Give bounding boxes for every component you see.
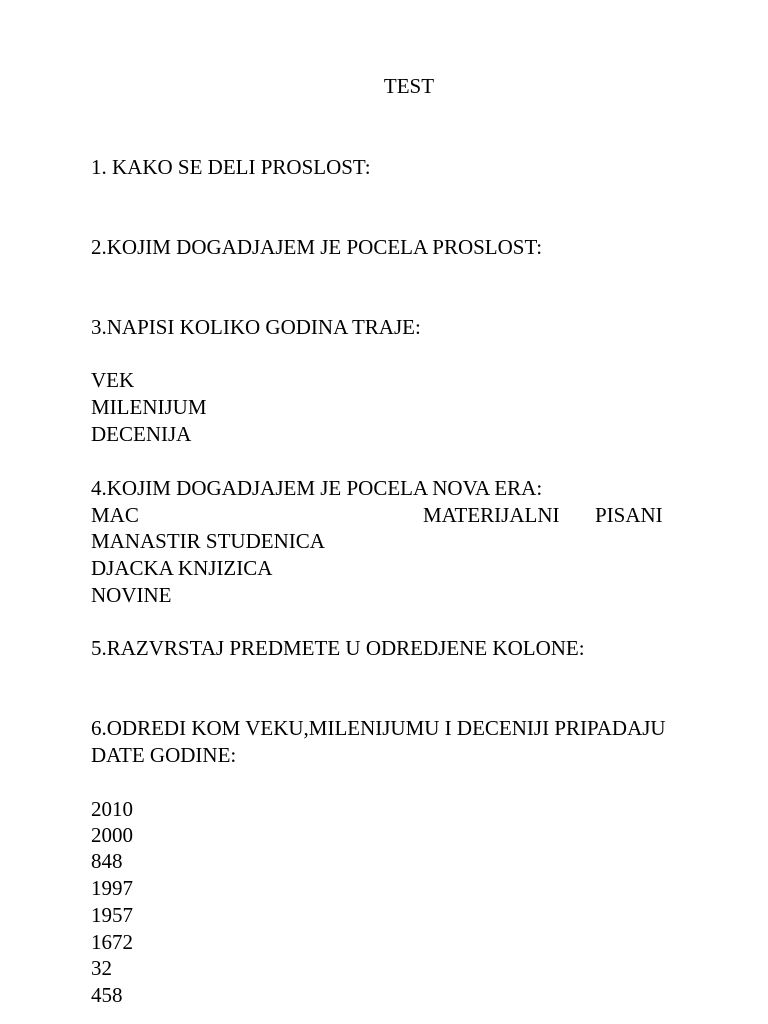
q5-item-djacka-knjizica: DJACKA KNJIZICA [91, 556, 273, 580]
q6-year: 32 [91, 956, 112, 980]
question-4: 4.KOJIM DOGADJAJEM JE POCELA NOVA ERA: [91, 476, 543, 500]
question-1: 1. KAKO SE DELI PROSLOST: [91, 155, 371, 179]
q3-item-milenijum: MILENIJUM [91, 395, 207, 419]
question-6-line-1: 6.ODREDI KOM VEKU,MILENIJUMU I DECENIJI PRIPADAJU [91, 716, 666, 740]
question-3: 3.NAPISI KOLIKO GODINA TRAJE: [91, 315, 421, 339]
q3-item-decenija: DECENIJA [91, 422, 192, 446]
q6-year: 2010 [91, 797, 133, 821]
q5-item-novine: NOVINE [91, 583, 172, 607]
question-2: 2.KOJIM DOGADJAJEM JE POCELA PROSLOST: [91, 235, 543, 259]
q6-year: 848 [91, 849, 123, 873]
q6-year: 458 [91, 983, 123, 1007]
document-title: TEST [383, 74, 435, 98]
q6-year: 1957 [91, 903, 133, 927]
column-header-pisani: PISANI [595, 503, 663, 527]
question-5: 5.RAZVRSTAJ PREDMETE U ODREDJENE KOLONE: [91, 636, 585, 660]
q6-year: 2000 [91, 823, 133, 847]
q5-item-manastir: MANASTIR STUDENICA [91, 529, 325, 553]
q6-year: 1672 [91, 930, 133, 954]
q5-item-mac: MAC [91, 503, 139, 527]
q6-year: 1997 [91, 876, 133, 900]
q3-item-vek: VEK [91, 368, 135, 392]
question-6-line-2: DATE GODINE: [91, 743, 237, 767]
column-header-materijalni: MATERIJALNI [423, 503, 560, 527]
